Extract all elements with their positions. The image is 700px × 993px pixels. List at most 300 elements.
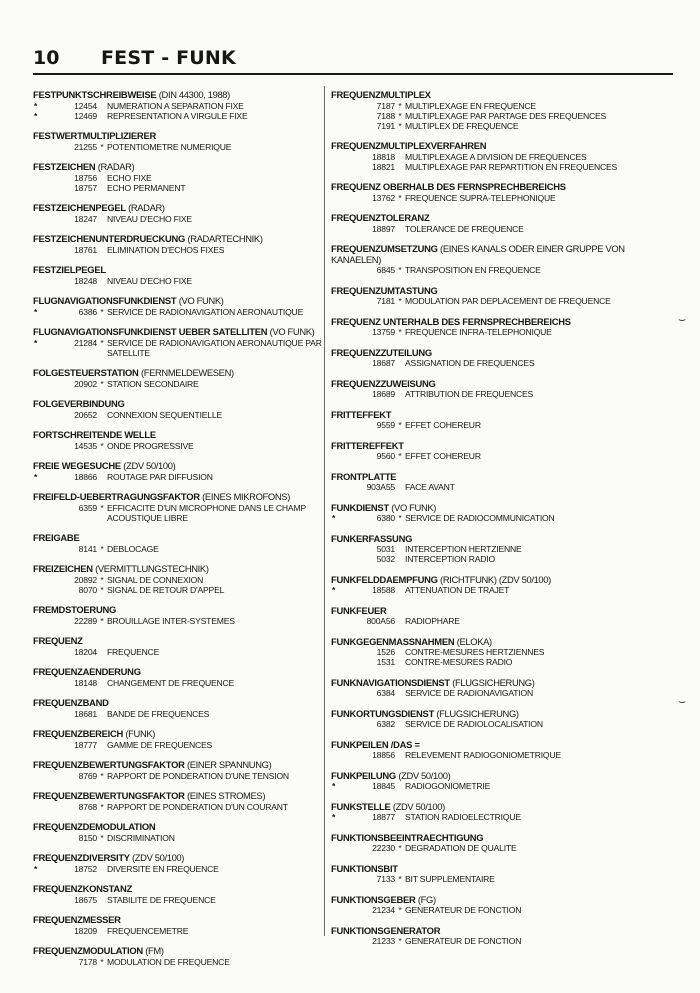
translation-text: MULTIPLEX DE FREQUENCE xyxy=(405,120,519,131)
term-qualifier: (DIN 44300, 1988) xyxy=(158,89,230,100)
asterisk-icon: * xyxy=(398,120,402,131)
dictionary-entry xyxy=(331,317,631,338)
translation-row xyxy=(331,224,631,234)
term-qualifier: (RADAR) xyxy=(128,202,165,213)
dictionary-entry xyxy=(33,368,333,389)
translation-number: 18845 xyxy=(372,781,395,791)
dictionary-entry xyxy=(33,430,333,451)
translation-text: ONDE PROGRESSIVE xyxy=(107,440,194,451)
asterisk-icon: * xyxy=(332,585,336,595)
translation-row xyxy=(331,647,631,657)
translation-row xyxy=(331,688,631,698)
dictionary-entry xyxy=(331,926,631,947)
translation-text: RELEVEMENT RADIOGONIOMETRIQUE xyxy=(405,750,561,760)
translation-number: 7181 xyxy=(376,296,395,306)
translation-number: 18897 xyxy=(372,223,395,234)
dictionary-entry xyxy=(33,399,333,420)
asterisk-icon: * xyxy=(100,440,104,451)
translation-row xyxy=(331,874,631,884)
dictionary-entry xyxy=(331,606,631,627)
translation-number: 18757 xyxy=(74,182,97,193)
dictionary-entry xyxy=(331,534,631,565)
translation-number: 18856 xyxy=(372,750,395,760)
translation-row xyxy=(33,544,333,554)
translation-text: RADIOGONIOMETRIE xyxy=(405,781,491,791)
term-headword: FUNKPEILUNG xyxy=(331,769,396,781)
translation-row xyxy=(33,502,336,523)
translation-text: MODULATION DE FREQUENCE xyxy=(107,956,230,967)
term-headword: FREMDSTOERUNG xyxy=(33,604,117,615)
term-headword: FREQUENZMESSER xyxy=(33,914,121,925)
term-headword: FESTPUNKTSCHREIBWEISE xyxy=(33,89,157,100)
term-qualifier: (FLUGSICHERUNG) xyxy=(436,707,519,719)
dictionary-entry xyxy=(331,864,631,885)
entry-term xyxy=(33,564,333,575)
translation-number: 18204 xyxy=(74,646,97,657)
translation-number: 20892 xyxy=(74,574,97,585)
translation-number: 22230 xyxy=(372,843,395,853)
asterisk-icon: * xyxy=(398,100,402,111)
term-qualifier: (FM) xyxy=(145,945,164,956)
term-headword: FUNKNAVIGATIONSDIENST xyxy=(331,676,450,688)
translation-row xyxy=(331,265,631,275)
translation-row xyxy=(331,781,631,791)
asterisk-icon: * xyxy=(398,265,402,275)
translation-row xyxy=(33,709,333,719)
translation-number: 800A56 xyxy=(366,616,395,626)
dictionary-entry xyxy=(331,182,631,203)
translation-row xyxy=(33,276,333,286)
asterisk-icon: * xyxy=(34,337,38,348)
translation-row xyxy=(331,843,631,853)
asterisk-icon: * xyxy=(34,306,38,317)
term-qualifier: (FUNK) xyxy=(125,728,156,739)
translation-text: ATTENUATION DE TRAJET xyxy=(405,585,510,595)
translation-row xyxy=(33,111,333,121)
asterisk-icon: * xyxy=(332,781,336,791)
asterisk-icon: * xyxy=(100,378,104,389)
asterisk-icon: * xyxy=(100,141,104,152)
translation-text: BANDE DE FREQUENCES xyxy=(107,708,210,719)
term-qualifier: (RICHTFUNK) (ZDV 50/100) xyxy=(440,573,551,585)
term-headword: FREQUENZBEREICH xyxy=(33,728,124,739)
translation-row xyxy=(33,647,333,657)
entry-term xyxy=(33,296,333,307)
entry-term xyxy=(331,802,631,813)
translation-number: 12454 xyxy=(74,100,97,111)
entry-term xyxy=(331,410,631,421)
term-qualifier: (ZDV 50/100) xyxy=(398,769,451,781)
entry-term xyxy=(33,605,333,616)
translation-text: CONNEXION SEQUENTIELLE xyxy=(107,409,222,420)
entry-term xyxy=(33,946,333,957)
entry-term xyxy=(331,503,631,514)
translation-text: POTENTIOMETRE NUMERIQUE xyxy=(107,141,232,152)
translation-row xyxy=(331,389,631,399)
translation-text: RAPPORT DE PONDERATION D'UN COURANT xyxy=(107,801,288,812)
translation-row xyxy=(331,193,631,203)
translation-text: DEBLOCAGE xyxy=(107,543,159,554)
translation-row xyxy=(33,957,333,967)
asterisk-icon: * xyxy=(398,192,402,203)
entry-term xyxy=(33,131,333,142)
translation-row xyxy=(33,895,333,905)
dictionary-entry xyxy=(33,698,333,719)
dictionary-entry xyxy=(331,771,631,792)
margin-mark: ⌣ xyxy=(678,694,686,708)
margin-mark: ⌣ xyxy=(678,312,686,326)
term-headword: FUNKTIONSGEBER xyxy=(331,893,416,905)
asterisk-icon: * xyxy=(100,956,104,967)
term-headword: FOLGESTEUERSTATION xyxy=(33,367,139,378)
entry-term xyxy=(33,760,333,771)
term-headword: FREQUENZKONSTANZ xyxy=(33,883,132,894)
entry-term xyxy=(33,265,333,276)
term-qualifier: (FLUGSICHERUNG) xyxy=(452,676,535,688)
translation-row xyxy=(331,162,631,172)
entry-term xyxy=(33,667,333,678)
entry-term xyxy=(331,864,631,875)
term-headword: FREQUENZ xyxy=(33,635,83,646)
asterisk-icon: * xyxy=(332,513,336,523)
dictionary-entry xyxy=(33,822,333,843)
translation-text: FREQUENCE INFRA-TELEPHONIQUE xyxy=(405,327,552,337)
translation-number: 18248 xyxy=(74,275,97,286)
dictionary-entry xyxy=(33,234,333,255)
dictionary-entry xyxy=(33,791,333,812)
translation-number: 7178 xyxy=(78,956,97,967)
translation-row xyxy=(331,121,631,131)
page-number: 10 xyxy=(33,47,60,69)
entry-term xyxy=(331,213,631,224)
asterisk-icon: * xyxy=(398,110,402,121)
entry-term xyxy=(331,182,631,193)
translation-number: 1531 xyxy=(376,657,395,667)
translation-number: 18752 xyxy=(74,863,97,874)
entry-term xyxy=(33,430,333,441)
translation-number: 18818 xyxy=(372,151,395,162)
translation-row xyxy=(33,101,333,111)
translation-number: 5032 xyxy=(376,554,395,564)
translation-row xyxy=(331,451,631,461)
entry-term xyxy=(33,884,333,895)
asterisk-icon: * xyxy=(34,100,38,111)
translation-number: 6359 xyxy=(78,502,97,513)
translation-number: 18687 xyxy=(372,358,395,368)
dictionary-entry xyxy=(33,853,333,874)
translation-row xyxy=(331,358,631,368)
entry-term xyxy=(33,729,333,740)
translation-text: GENERATEUR DE FONCTION xyxy=(405,936,522,946)
translation-text: DISCRIMINATION xyxy=(107,832,175,843)
dictionary-entry xyxy=(33,636,333,657)
dictionary-entry xyxy=(331,575,631,596)
entry-term xyxy=(33,698,333,709)
translation-text: NIVEAU D'ECHO FIXE xyxy=(107,275,192,286)
asterisk-icon: * xyxy=(100,801,104,812)
translation-row xyxy=(33,441,333,451)
translation-row xyxy=(331,812,631,822)
translation-text: GAMME DE FREQUENCES xyxy=(107,739,213,750)
dictionary-entry xyxy=(331,637,631,668)
entry-term xyxy=(331,286,631,297)
translation-text: EFFET COHEREUR xyxy=(405,451,481,461)
translation-text: RAPPORT DE PONDERATION D'UNE TENSION xyxy=(107,770,289,781)
translation-number: 18821 xyxy=(372,161,395,172)
translation-number: 7188 xyxy=(376,110,395,121)
dictionary-entry xyxy=(33,131,333,152)
translation-row xyxy=(331,585,631,595)
dictionary-entry xyxy=(331,503,631,524)
translation-text: SIGNAL DE RETOUR D'APPEL xyxy=(107,584,225,595)
translation-row xyxy=(331,554,631,564)
entry-term xyxy=(331,575,631,586)
translation-text: DIVERSITE EN FREQUENCE xyxy=(107,863,219,874)
asterisk-icon: * xyxy=(398,936,402,946)
translation-text: EFFICACITE D'UN MICROPHONE DANS LE CHAMP ACOUSTIQUE LIBRE xyxy=(107,502,306,523)
dictionary-entry xyxy=(33,729,333,750)
entry-term xyxy=(33,492,333,503)
asterisk-icon: * xyxy=(100,574,104,585)
translation-text: MODULATION PAR DEPLACEMENT DE FREQUENCE xyxy=(405,296,611,306)
asterisk-icon: * xyxy=(398,327,402,337)
entry-term xyxy=(331,534,631,545)
translation-text: FREQUENCE xyxy=(107,646,160,657)
translation-text: ASSIGNATION DE FREQUENCES xyxy=(405,358,535,368)
dictionary-entry xyxy=(33,915,333,936)
translation-number: 1526 xyxy=(376,647,395,657)
term-headword: FREIFELD-UEBERTRAGUNGSFAKTOR xyxy=(33,491,200,502)
translation-number: 6382 xyxy=(376,719,395,729)
dictionary-entry xyxy=(33,296,333,317)
translation-row xyxy=(33,833,333,843)
term-headword: FESTZEICHENUNTERDRUECKUNG xyxy=(33,233,186,244)
term-headword: FREQUENZ UNTERHALB DES FERNSPRECHBEREICHS xyxy=(331,315,571,327)
translation-row xyxy=(33,864,333,874)
translation-row xyxy=(33,307,333,317)
term-headword: FREQUENZBAND xyxy=(33,697,109,708)
term-headword: FREQUENZUMSETZUNG xyxy=(331,243,438,254)
translation-text: CONTRE-MESURES RADIO xyxy=(405,657,513,667)
asterisk-icon: * xyxy=(332,812,336,822)
translation-row xyxy=(331,905,631,915)
translation-number: 6380 xyxy=(376,513,395,523)
translation-text: ATTRIBUTION DE FREQUENCES xyxy=(405,389,534,399)
term-headword: FREQUENZUMTASTUNG xyxy=(331,284,438,296)
translation-number: 21233 xyxy=(372,936,395,946)
dictionary-entry xyxy=(331,740,631,761)
entry-term xyxy=(33,791,333,802)
asterisk-icon: * xyxy=(100,832,104,843)
term-headword: FUNKTIONSBIT xyxy=(331,862,398,874)
translation-number: 12469 xyxy=(74,110,97,121)
asterisk-icon: * xyxy=(34,110,38,121)
term-headword: FREQUENZMULTIPLEXVERFAHREN xyxy=(331,140,487,151)
entry-term xyxy=(331,709,631,720)
term-headword: FREQUENZMULTIPLEX xyxy=(331,89,431,100)
translation-text: SERVICE DE RADIONAVIGATION AERONAUTIQUE xyxy=(107,306,304,317)
dictionary-entry xyxy=(33,265,333,286)
translation-text: NUMERATION A SEPARATION FIXE xyxy=(107,100,244,111)
asterisk-icon: * xyxy=(100,337,104,348)
asterisk-icon: * xyxy=(100,502,104,513)
dictionary-entry xyxy=(331,678,631,699)
term-headword: FESTWERTMULTIPLIZIERER xyxy=(33,130,156,141)
term-headword: FREIGABE xyxy=(33,532,80,543)
term-headword: FRITTEFFEKT xyxy=(331,408,392,420)
translation-row xyxy=(331,513,631,523)
translation-row xyxy=(331,750,631,760)
translation-number: 22289 xyxy=(74,615,97,626)
translation-text: EFFET COHEREUR xyxy=(405,420,481,430)
entry-term xyxy=(33,203,333,214)
translation-row xyxy=(331,420,631,430)
term-qualifier: (VO FUNK) xyxy=(391,501,437,513)
dictionary-entry xyxy=(331,410,631,431)
dictionary-entry xyxy=(33,90,333,121)
entry-term xyxy=(33,90,333,101)
term-qualifier: (RADAR) xyxy=(97,161,135,172)
dictionary-entry xyxy=(33,667,333,688)
asterisk-icon: * xyxy=(100,584,104,595)
translation-row xyxy=(33,802,333,812)
entry-term xyxy=(331,379,631,390)
translation-number: 9560 xyxy=(376,451,395,461)
translation-text: MULTIPLEXAGE A DIVISION DE FREQUENCES xyxy=(405,151,587,162)
entry-term xyxy=(331,317,631,328)
translation-text: GENERATEUR DE FONCTION xyxy=(405,905,522,915)
term-headword: FLUGNAVIGATIONSFUNKDIENST UEBER SATELLITEN xyxy=(33,326,268,337)
dictionary-entry xyxy=(331,348,631,369)
translation-text: BIT SUPPLEMENTAIRE xyxy=(405,874,495,884)
dictionary-entry xyxy=(33,884,333,905)
entry-term xyxy=(331,771,631,782)
translation-text: SERVICE DE RADIOLOCALISATION xyxy=(405,719,543,729)
translation-number: 21284 xyxy=(74,337,97,348)
translation-number: 18866 xyxy=(74,471,97,482)
entry-term xyxy=(331,833,631,844)
page-header xyxy=(33,44,673,74)
translation-number: 18675 xyxy=(74,894,97,905)
translation-row xyxy=(33,379,333,389)
dictionary-entry xyxy=(33,946,333,967)
term-qualifier: (FERNMELDEWESEN) xyxy=(140,367,234,378)
right-column xyxy=(331,90,631,957)
translation-text: RADIOPHARE xyxy=(405,616,460,626)
translation-text: STATION RADIOELECTRIQUE xyxy=(405,812,521,822)
translation-row xyxy=(331,101,631,111)
dictionary-entry xyxy=(33,760,333,781)
entry-term xyxy=(33,162,333,173)
translation-number: 20652 xyxy=(74,409,97,420)
translation-row xyxy=(331,296,631,306)
translation-text: DEGRADATION DE QUALITE xyxy=(405,843,517,853)
term-headword: FREIZEICHEN xyxy=(33,563,93,574)
term-headword: FREQUENZDIVERSITY xyxy=(33,852,130,863)
term-headword: FREQUENZAENDERUNG xyxy=(33,666,141,677)
entry-term xyxy=(331,90,631,101)
term-headword: FUNKFEUER xyxy=(331,604,387,616)
entry-term xyxy=(33,461,333,472)
entry-term xyxy=(331,926,631,937)
entry-term xyxy=(331,141,631,152)
term-headword: FREQUENZZUTEILUNG xyxy=(331,346,432,358)
translation-text: ECHO FIXE xyxy=(107,172,152,183)
entry-term xyxy=(331,895,631,906)
translation-text: MULTIPLEXAGE EN FREQUENCE xyxy=(405,100,536,111)
translation-row xyxy=(33,616,333,626)
entry-term xyxy=(331,244,631,265)
term-qualifier: (ZDV 50/100) xyxy=(132,852,185,863)
asterisk-icon: * xyxy=(34,471,38,482)
translation-number: 18877 xyxy=(372,812,395,822)
term-qualifier: (EINER SPANNUNG) xyxy=(187,759,272,770)
dictionary-entry xyxy=(331,472,631,493)
asterisk-icon: * xyxy=(100,615,104,626)
asterisk-icon: * xyxy=(398,874,402,884)
asterisk-icon: * xyxy=(398,296,402,306)
term-headword: FREQUENZTOLERANZ xyxy=(331,212,430,223)
asterisk-icon: * xyxy=(398,905,402,915)
translation-row xyxy=(33,584,336,595)
page-title: FEST - FUNK xyxy=(101,47,236,69)
translation-number: 21234 xyxy=(372,905,395,915)
dictionary-entry xyxy=(33,605,333,626)
translation-row xyxy=(33,678,333,688)
translation-text: STABILITE DE FREQUENCE xyxy=(107,894,216,905)
translation-row xyxy=(331,544,631,554)
translation-number: 5031 xyxy=(376,544,395,554)
translation-number: 14535 xyxy=(74,440,97,451)
translation-row xyxy=(331,111,631,121)
translation-text: BROUILLAGE INTER-SYSTEMES xyxy=(107,615,235,626)
translation-row xyxy=(33,771,333,781)
translation-number: 18761 xyxy=(74,244,97,255)
dictionary-entry xyxy=(33,203,333,224)
term-headword: FREQUENZ OBERHALB DES FERNSPRECHBEREICHS xyxy=(331,181,566,192)
dictionary-entry xyxy=(33,491,336,523)
translation-number: 8768 xyxy=(78,801,97,812)
entry-term xyxy=(33,234,333,245)
entry-term xyxy=(33,368,333,379)
entry-term xyxy=(331,606,631,617)
dictionary-entry xyxy=(331,213,631,234)
translation-number: 18588 xyxy=(372,585,395,595)
translation-row xyxy=(331,936,631,946)
term-headword: FUNKORTUNGSDIENST xyxy=(331,707,435,719)
term-qualifier: (FG) xyxy=(417,893,436,905)
asterisk-icon: * xyxy=(398,420,402,430)
entry-term xyxy=(331,348,631,359)
translation-text: TOLERANCE DE FREQUENCE xyxy=(405,223,524,234)
translation-number: 9559 xyxy=(376,420,395,430)
term-headword: FREQUENZMODULATION xyxy=(33,945,143,956)
translation-number: 6845 xyxy=(376,265,395,275)
translation-number: 6386 xyxy=(78,306,97,317)
entry-term xyxy=(331,740,631,751)
dictionary-entry xyxy=(331,244,631,275)
term-qualifier: (VO FUNK) xyxy=(178,295,224,306)
asterisk-icon: * xyxy=(398,513,402,523)
term-headword: FRITTEREFFEKT xyxy=(331,439,404,451)
term-qualifier: (VERMITTLUNGSTECHNIK) xyxy=(95,563,209,574)
translation-row xyxy=(33,214,333,224)
entry-term xyxy=(331,637,631,648)
translation-number: 18247 xyxy=(74,213,97,224)
translation-text: REPRESENTATION A VIRGULE FIXE xyxy=(107,110,248,121)
term-headword: FUNKTIONSBEEINTRAECHTIGUNG xyxy=(331,831,484,843)
translation-number: 18209 xyxy=(74,925,97,936)
